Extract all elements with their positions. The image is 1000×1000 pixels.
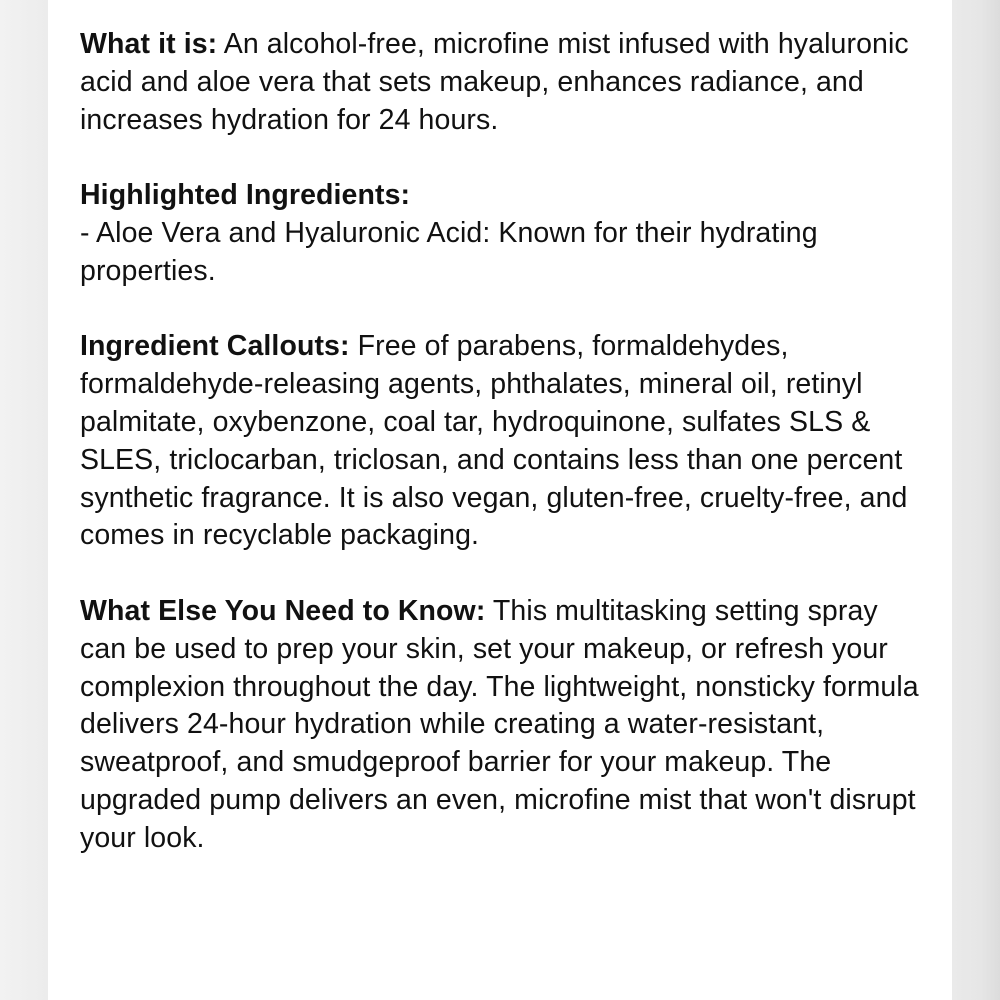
section-heading: Ingredient Callouts: [80,330,350,363]
section-body: An alcohol-free, microfine mist infused with hyaluronic acid and aloe vera that sets makeup, enhances radiance, and increases hydration for 24 hours. [80,28,909,136]
section-heading: What Else You Need to Know: [80,594,486,627]
product-description-text [80,26,930,858]
section-what-it-is [80,26,930,139]
section-body: This multitasking setting spray can be used to prep your skin, set your makeup, or refresh your complexion throughout the day. The lightweight, nonsticky formula delivers 24-hour hydration while creating a water-resistant, sweatproof, and smudgeproof barrier for your makeup. The upgraded pump delivers an even, microfine mist that won't disrupt your look. [80,594,919,854]
product-description-card [48,0,952,1000]
section-what-else-to-know [80,593,930,858]
section-body: Free of parabens, formaldehydes, formaldehyde-releasing agents, phthalates, mineral oil, retinyl palmitate, oxybenzone, coal tar, hydroquinone, sulfates SLS & SLES, triclocarban, triclosan, and contains less than one percent synthetic fragrance. It is also vegan, gluten-free, cruelty-free, and comes in recyclable packaging. [80,330,908,552]
background-right [952,0,1000,1000]
background-left [0,0,48,1000]
section-body: - Aloe Vera and Hyaluronic Acid: Known for their hydrating properties. [80,216,818,287]
section-highlighted-ingredients [80,177,930,290]
section-ingredient-callouts [80,328,930,555]
section-heading: What it is: [80,28,218,60]
section-heading: Highlighted Ingredients: [80,179,411,212]
